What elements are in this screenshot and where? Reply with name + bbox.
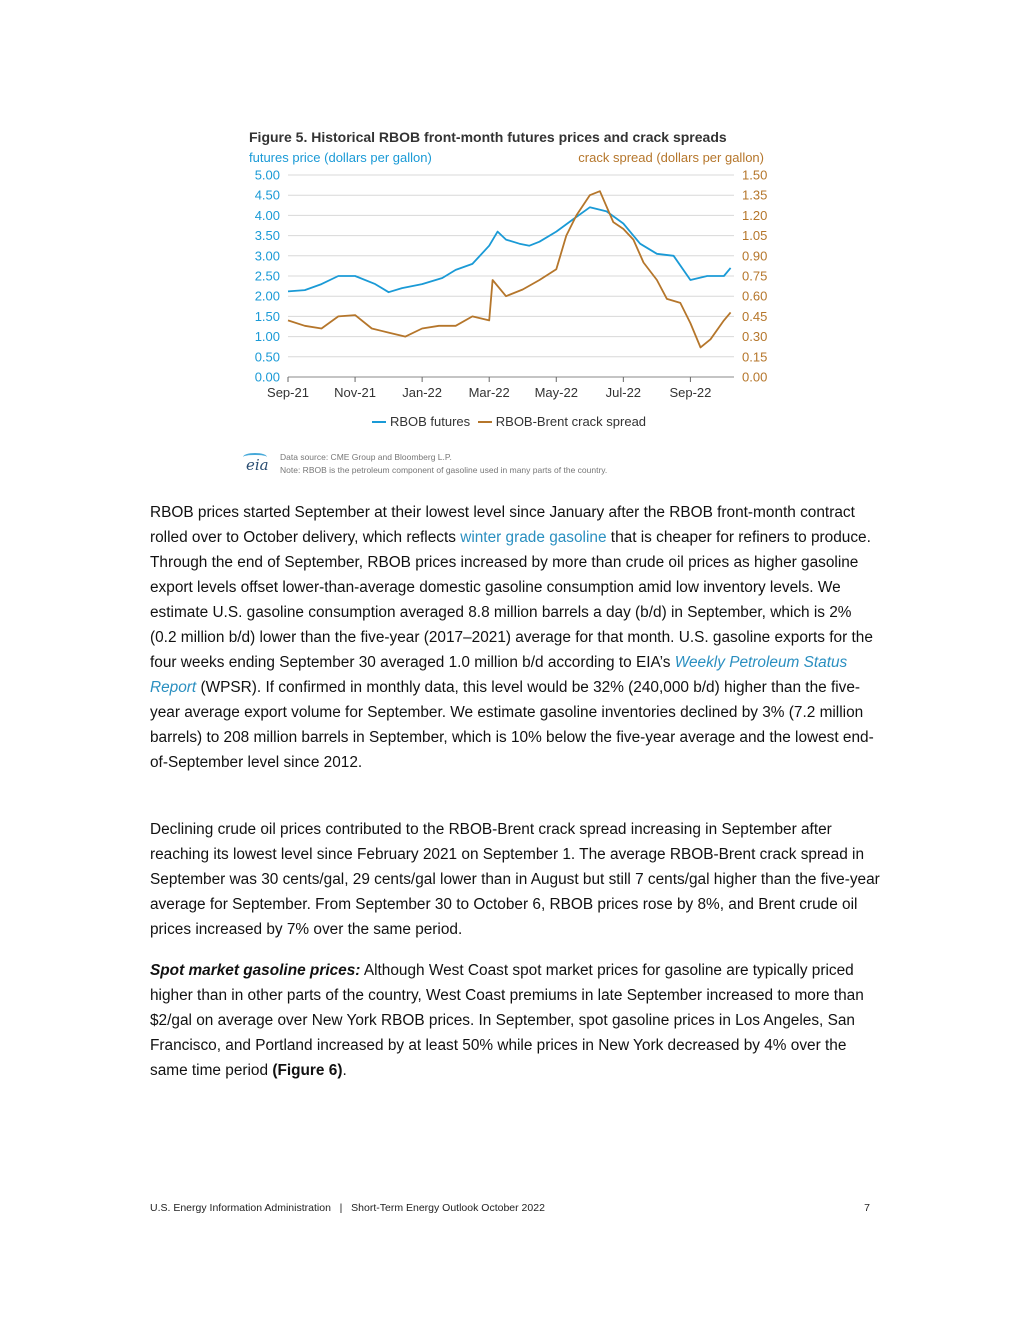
futures-price-line <box>288 207 731 292</box>
y-tick-label: 2.00 <box>254 288 280 304</box>
chart-svg <box>238 122 780 484</box>
p3-text-2: . <box>342 1062 347 1079</box>
right-axis-title: crack spread (dollars per gallon) <box>578 150 764 165</box>
y2-tick-label: 0.90 <box>742 248 768 264</box>
x-tick-label: Mar-22 <box>468 385 510 400</box>
p1-text-1: RBOB prices started September at their lowest level since January after the RBOB front-month contract rolled over to October delivery, which reflects <box>150 504 855 546</box>
x-tick-label: Sep-22 <box>669 385 712 400</box>
paragraph-3 <box>150 958 880 1083</box>
figure-6-ref: (Figure 6) <box>272 1062 343 1079</box>
y-axis-left <box>255 168 280 385</box>
legend-swatch-futures <box>372 421 386 423</box>
y2-tick-label: 1.50 <box>742 167 768 183</box>
figure-5 <box>238 122 780 484</box>
y-tick-label: 0.50 <box>254 349 280 365</box>
y2-tick-label: 0.00 <box>742 369 768 385</box>
y2-tick-label: 0.30 <box>742 329 768 345</box>
data-source: Data source: CME Group and Bloomberg L.P. <box>280 452 452 462</box>
y-tick-label: 3.50 <box>254 228 280 244</box>
legend-futures: RBOB futures <box>389 414 471 429</box>
x-tick-label: May-22 <box>534 385 578 400</box>
paragraph-1 <box>150 500 880 775</box>
legend-crack: RBOB-Brent crack spread <box>495 414 647 429</box>
legend-swatch-crack <box>478 421 492 423</box>
y-tick-label: 4.00 <box>254 207 280 223</box>
y-tick-label: 0.00 <box>254 369 280 385</box>
x-tick-label: Nov-21 <box>334 385 377 400</box>
left-axis-title: futures price (dollars per gallon) <box>249 150 432 165</box>
y2-tick-label: 0.75 <box>742 268 768 284</box>
y-tick-label: 1.50 <box>254 308 280 324</box>
p1-text-3: (WPSR). If confirmed in monthly data, this level would be 32% (240,000 b/d) higher than the five-year average export volume for September. We estimate gasoline inventories declined by 3% (7.2 million barrels) to 208 million barrels in September, which is 10% below the five-year average and the lowest end-of-September level since 2012. <box>150 679 874 771</box>
y2-tick-label: 1.20 <box>742 207 768 223</box>
y2-tick-label: 0.15 <box>742 349 768 365</box>
link-winter-grade-gasoline[interactable]: winter grade gasoline <box>460 529 607 546</box>
y2-tick-label: 1.35 <box>742 187 768 203</box>
figure-title: Figure 5. Historical RBOB front-month futures prices and crack spreads <box>249 129 727 145</box>
eia-logo: eia <box>246 456 269 474</box>
y-tick-label: 3.00 <box>254 248 280 264</box>
page-number: 7 <box>864 1202 870 1214</box>
p1-text-2: that is cheaper for refiners to produce. Through the end of September, RBOB prices increased by more than crude oil prices as higher gasoline export levels offset lower-than-average domestic gasoline consumption amid low inventory levels. We estimate U.S. gasoline consumption averaged 8.8 million barrels a day (b/d) in September, which is 2% (0.2 million b/d) lower than the five-year (2017–2021) average for that month. U.S. gasoline exports for the four weeks ending September 30 averaged 1.0 million b/d according to EIA’s <box>150 529 873 671</box>
x-tick-label: Jul-22 <box>605 385 642 400</box>
page-footer <box>150 1202 870 1214</box>
y2-tick-label: 0.60 <box>742 288 768 304</box>
x-tick-label: Sep-21 <box>267 385 309 400</box>
crack-spread-line <box>288 191 731 347</box>
figure-note: Note: RBOB is the petroleum component of gasoline used in many parts of the country. <box>280 465 608 475</box>
x-axis <box>267 377 711 400</box>
y-tick-label: 1.00 <box>254 329 280 345</box>
y2-tick-label: 1.05 <box>742 228 768 244</box>
y-axis-right <box>742 168 767 385</box>
paragraph-2: Declining crude oil prices contributed to the RBOB-Brent crack spread increasing in September after reaching its lowest level since February 2021 on September 1. The average RBOB-Brent crack spread in September was 30 cents/gal, 29 cents/gal lower than in August but still 7 cents/gal higher than the five-year average for September. From September 30 to October 6, RBOB prices rose by 8%, and Brent crude oil prices increased by 7% over the same period. <box>150 821 880 938</box>
link-wpsr[interactable]: Weekly Petroleum Status Report <box>150 654 848 696</box>
footer-text: U.S. Energy Information Administration | Short-Term Energy Outlook October 2022 <box>150 1202 545 1214</box>
chart-legend <box>238 414 780 429</box>
p3-lead: Spot market gasoline prices: <box>150 962 361 979</box>
series-lines <box>288 191 731 347</box>
x-tick-label: Jan-22 <box>402 385 443 400</box>
y-tick-label: 5.00 <box>254 167 280 183</box>
source-block <box>244 450 780 484</box>
y-tick-label: 2.50 <box>254 268 280 284</box>
y-tick-label: 4.50 <box>254 187 280 203</box>
p3-text-1: Although West Coast spot market prices for gasoline are typically priced higher than in other parts of the country, West Coast premiums in late September increased to more than $2/gal on average over New York RBOB prices. In September, spot gasoline prices in Los Angeles, San Francisco, and Portland increased by at least 50% while prices in New York decreased by 4% over the same time period <box>150 962 864 1079</box>
y2-tick-label: 0.45 <box>742 308 768 324</box>
